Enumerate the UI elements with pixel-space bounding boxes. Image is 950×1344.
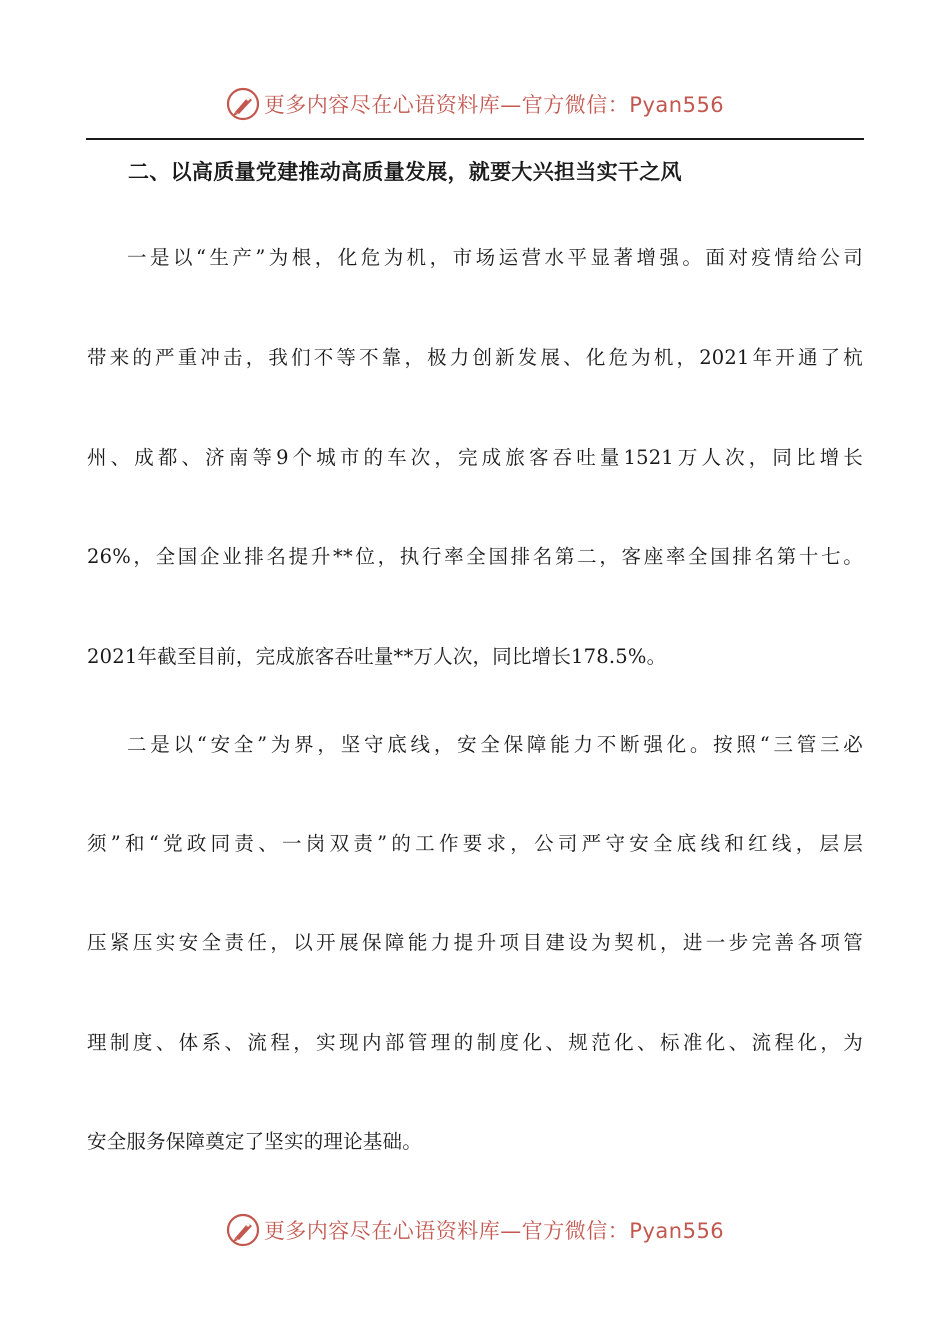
header-banner [0,84,950,124]
paragraph-line: 安全服务保障奠定了坚实的理论基础。 [87,1130,422,1153]
pen-nib-seal-icon [226,1213,260,1247]
paragraph-line: 一是以“生产”为根，化危为机，市场运营水平显著增强。面对疫情给公司 [127,246,863,269]
paragraph-line: 压紧压实安全责任，以开展保障能力提升项目建设为契机，进一步完善各项管 [87,931,863,954]
paragraph-line: 须”和“党政同责、一岗双责”的工作要求，公司严守安全底线和红线，层层 [87,832,863,855]
footer-banner [0,1210,950,1250]
paragraph-line: 2021年截至目前，完成旅客吞吐量**万人次，同比增长178.5%。 [87,645,667,668]
paragraph-line: 理制度、体系、流程，实现内部管理的制度化、规范化、标准化、流程化，为 [87,1031,863,1054]
header-divider [86,138,864,140]
paragraph-line: 州、成都、济南等9个城市的车次，完成旅客吞吐量1521万人次，同比增长 [87,446,863,469]
banner-text: 更多内容尽在心语资料库—官方微信：Pyan556 [263,1219,725,1243]
pen-nib-seal-icon [226,87,260,121]
section-heading: 二、以高质量党建推动高质量发展，就要大兴担当实干之风 [128,160,682,184]
paragraph-line: 二是以“安全”为界，坚守底线，安全保障能力不断强化。按照“三管三必 [127,733,863,756]
paragraph-line: 带来的严重冲击，我们不等不靠，极力创新发展、化危为机，2021年开通了杭 [87,346,863,369]
banner-text: 更多内容尽在心语资料库—官方微信：Pyan556 [263,93,725,117]
paragraph-line: 26%，全国企业排名提升**位，执行率全国排名第二，客座率全国排名第十七。 [87,545,863,568]
